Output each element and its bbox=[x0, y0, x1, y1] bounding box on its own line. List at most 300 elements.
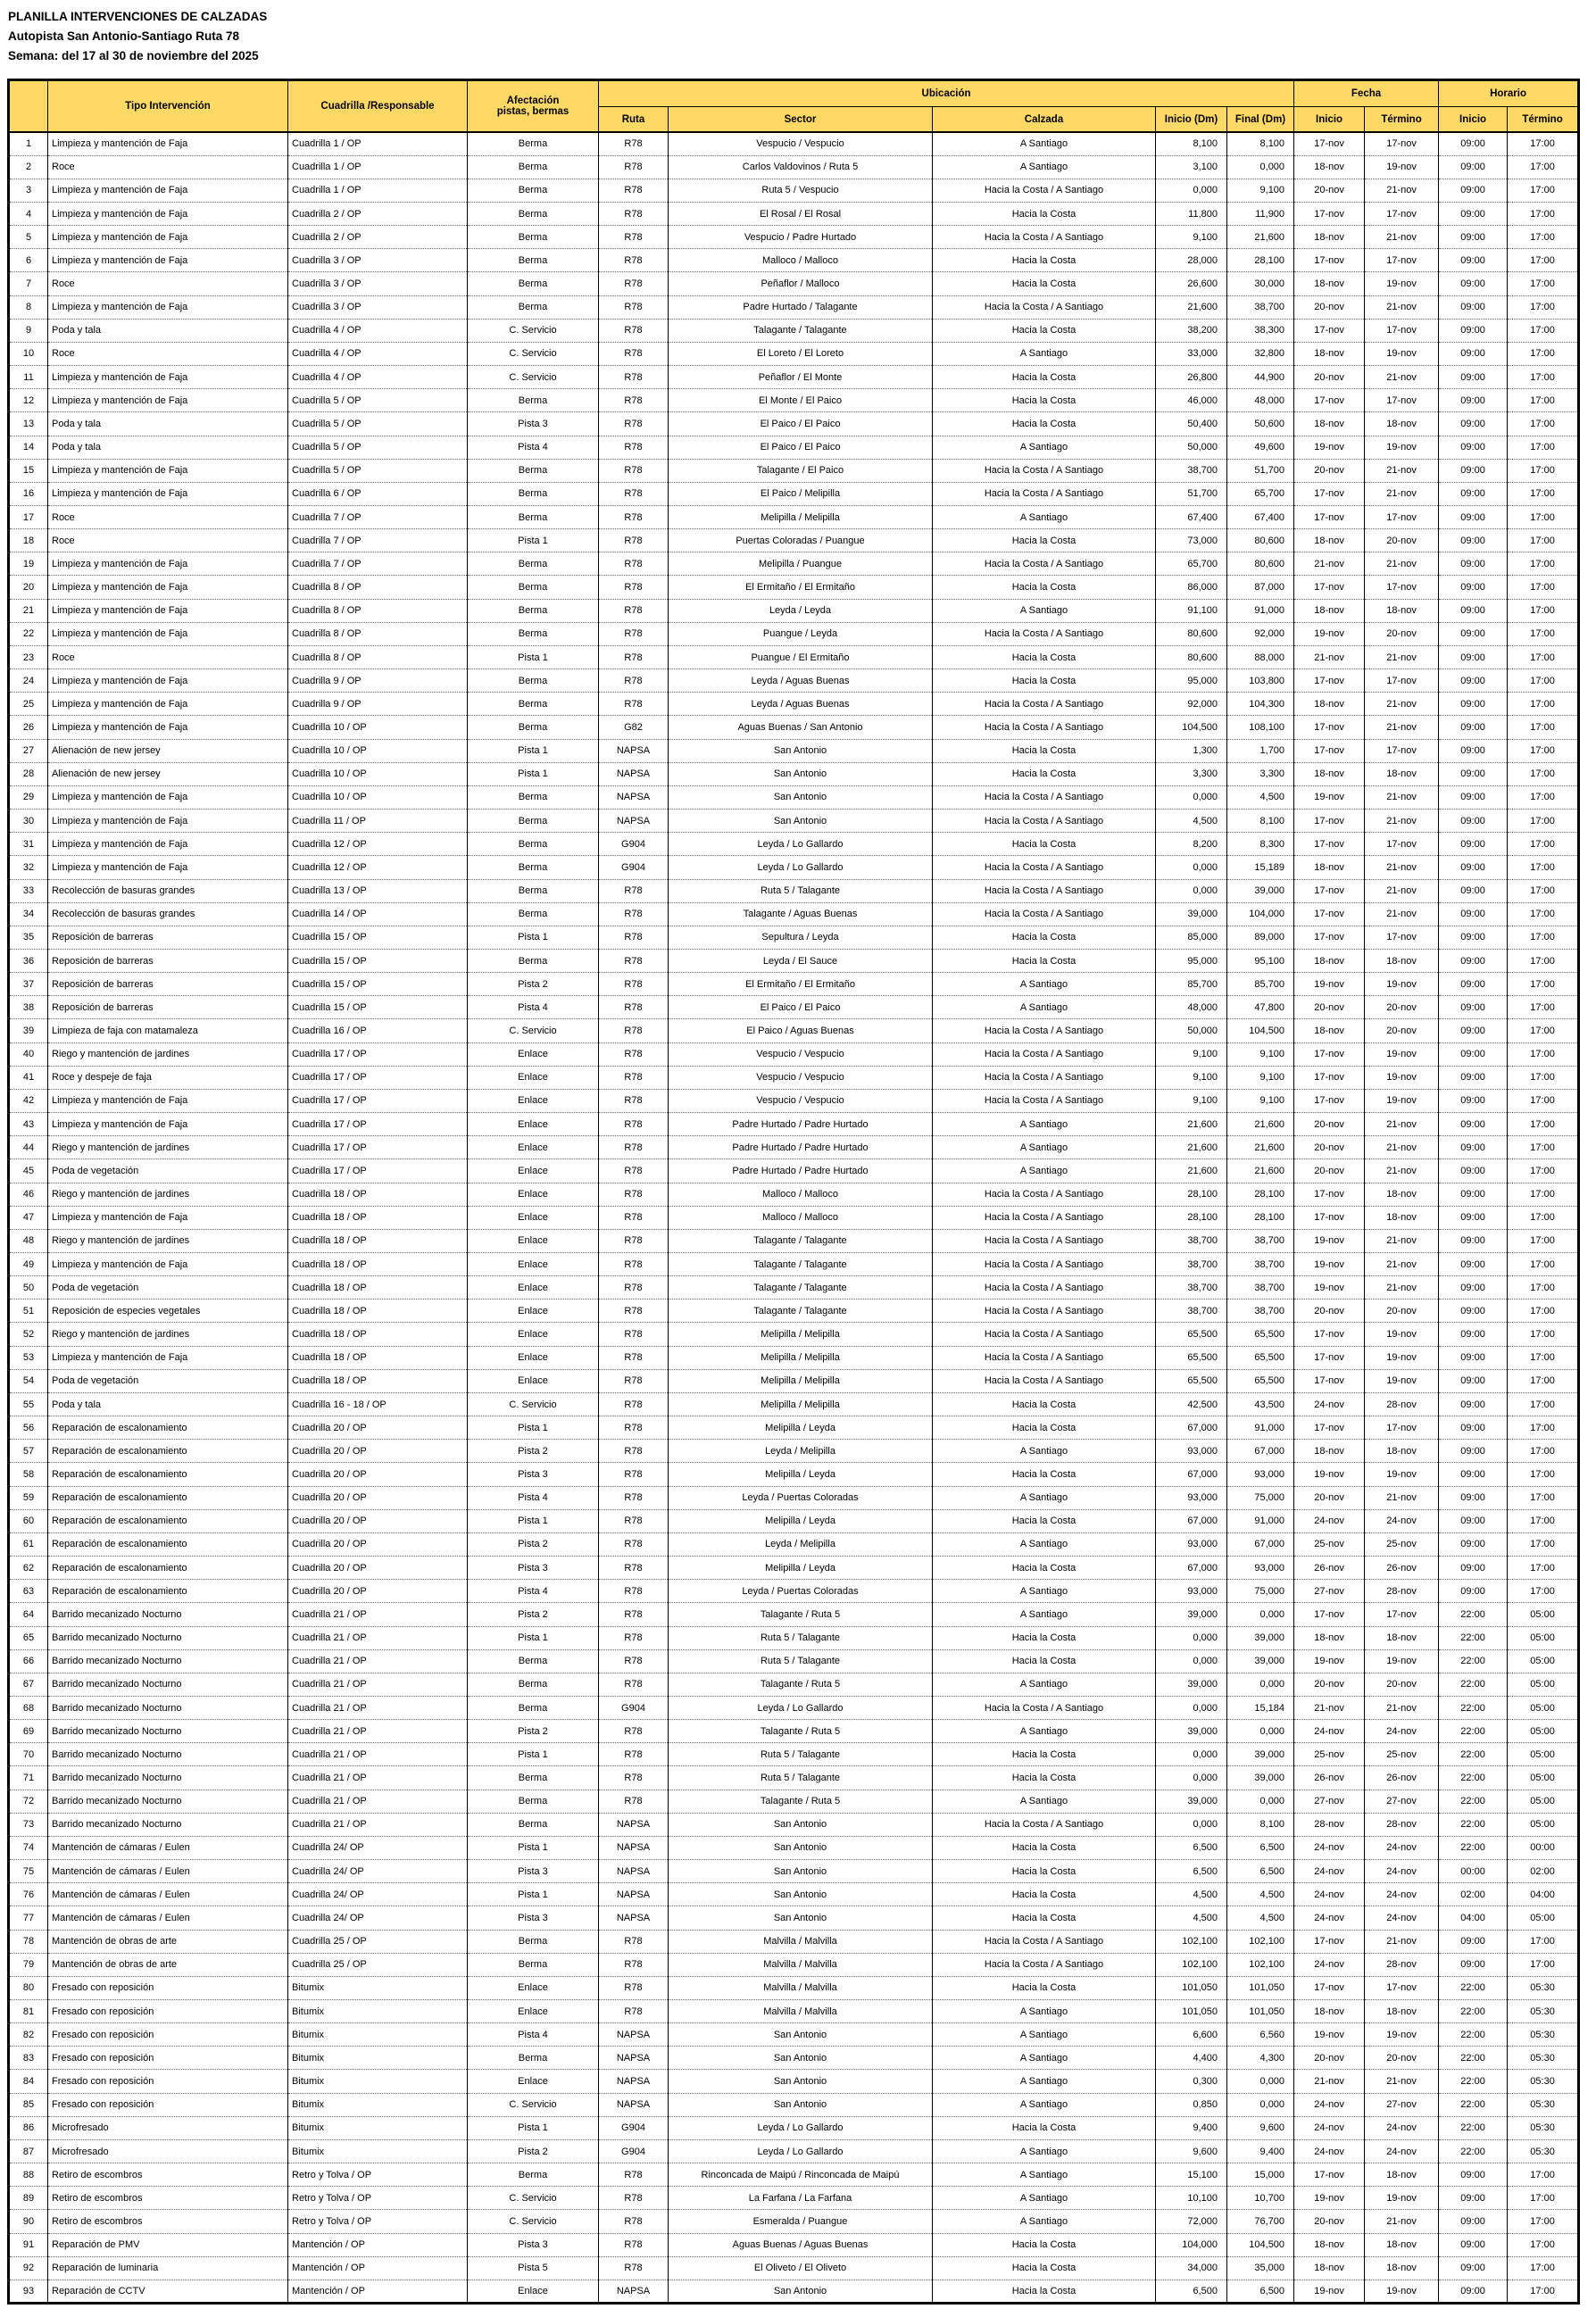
table-row bbox=[9, 1976, 1579, 1999]
cell-cuadrilla: Mantención / OP bbox=[288, 2256, 468, 2280]
cell-horario-inicio: 09:00 bbox=[1439, 762, 1508, 785]
table-row bbox=[9, 366, 1579, 389]
cell-cuadrilla: Cuadrilla 18 / OP bbox=[288, 1276, 468, 1300]
cell-row-number: 20 bbox=[9, 576, 48, 599]
cell-inicio-dm: 85,000 bbox=[1156, 926, 1227, 949]
cell-inicio-dm: 33,000 bbox=[1156, 342, 1227, 365]
cell-sector: Ruta 5 / Talagante bbox=[669, 1766, 933, 1790]
cell-ruta: R78 bbox=[599, 1346, 669, 1369]
cell-inicio-dm: 0,000 bbox=[1156, 856, 1227, 879]
cell-horario-termino: 05:00 bbox=[1508, 1720, 1579, 1743]
cell-ruta: G904 bbox=[599, 2139, 669, 2163]
cell-fecha-termino: 18-nov bbox=[1365, 2256, 1439, 2280]
cell-inicio-dm: 93,000 bbox=[1156, 1440, 1227, 1463]
cell-inicio-dm: 67,000 bbox=[1156, 1509, 1227, 1532]
cell-horario-inicio: 09:00 bbox=[1439, 412, 1508, 436]
cell-inicio-dm: 0,000 bbox=[1156, 879, 1227, 902]
cell-horario-termino: 17:00 bbox=[1508, 576, 1579, 599]
cell-afectacion: C. Servicio bbox=[468, 342, 599, 365]
cell-final-dm: 89,000 bbox=[1227, 926, 1294, 949]
cell-sector: Peñaflor / Malloco bbox=[669, 272, 933, 295]
cell-tipo-intervencion: Reparación de luminaria bbox=[48, 2256, 288, 2280]
cell-calzada: Hacia la Costa / A Santiago bbox=[933, 1253, 1156, 1276]
cell-cuadrilla: Cuadrilla 25 / OP bbox=[288, 1953, 468, 1976]
cell-cuadrilla: Cuadrilla 15 / OP bbox=[288, 926, 468, 949]
cell-fecha-termino: 18-nov bbox=[1365, 599, 1439, 622]
cell-cuadrilla: Cuadrilla 17 / OP bbox=[288, 1136, 468, 1159]
cell-tipo-intervencion: Barrido mecanizado Nocturno bbox=[48, 1743, 288, 1766]
cell-fecha-termino: 24-nov bbox=[1365, 1883, 1439, 1906]
cell-cuadrilla: Bitumix bbox=[288, 2070, 468, 2093]
cell-inicio-dm: 86,000 bbox=[1156, 576, 1227, 599]
cell-sector: Melipilla / Melipilla bbox=[669, 1369, 933, 1392]
cell-ruta: R78 bbox=[599, 249, 669, 272]
cell-horario-inicio: 09:00 bbox=[1439, 1042, 1508, 1066]
cell-horario-inicio: 09:00 bbox=[1439, 1183, 1508, 1206]
cell-horario-termino: 17:00 bbox=[1508, 459, 1579, 482]
cell-calzada: Hacia la Costa bbox=[933, 739, 1156, 762]
cell-calzada: A Santiago bbox=[933, 1720, 1156, 1743]
cell-sector: El Paico / Aguas Buenas bbox=[669, 1019, 933, 1042]
cell-inicio-dm: 21,600 bbox=[1156, 1136, 1227, 1159]
cell-horario-termino: 05:00 bbox=[1508, 1813, 1579, 1836]
table-row bbox=[9, 599, 1579, 622]
cell-inicio-dm: 0,000 bbox=[1156, 1649, 1227, 1673]
cell-horario-termino: 17:00 bbox=[1508, 342, 1579, 365]
cell-horario-inicio: 09:00 bbox=[1439, 295, 1508, 319]
cell-row-number: 17 bbox=[9, 506, 48, 529]
cell-cuadrilla: Cuadrilla 9 / OP bbox=[288, 693, 468, 716]
table-row bbox=[9, 1557, 1579, 1580]
cell-cuadrilla: Cuadrilla 20 / OP bbox=[288, 1416, 468, 1440]
cell-afectacion: Berma bbox=[468, 1930, 599, 1953]
cell-sector: La Farfana / La Farfana bbox=[669, 2187, 933, 2210]
cell-horario-termino: 00:00 bbox=[1508, 1836, 1579, 1859]
cell-final-dm: 0,000 bbox=[1227, 2093, 1294, 2116]
cell-sector: Melipilla / Melipilla bbox=[669, 506, 933, 529]
cell-fecha-termino: 17-nov bbox=[1365, 1603, 1439, 1626]
cell-calzada: Hacia la Costa / A Santiago bbox=[933, 482, 1156, 505]
cell-row-number: 18 bbox=[9, 529, 48, 552]
cell-horario-termino: 17:00 bbox=[1508, 412, 1579, 436]
cell-horario-inicio: 09:00 bbox=[1439, 1486, 1508, 1509]
cell-cuadrilla: Cuadrilla 18 / OP bbox=[288, 1253, 468, 1276]
cell-ruta: R78 bbox=[599, 272, 669, 295]
cell-horario-termino: 17:00 bbox=[1508, 1042, 1579, 1066]
cell-calzada: Hacia la Costa / A Santiago bbox=[933, 693, 1156, 716]
cell-fecha-termino: 18-nov bbox=[1365, 412, 1439, 436]
cell-calzada: Hacia la Costa bbox=[933, 2233, 1156, 2256]
cell-inicio-dm: 39,000 bbox=[1156, 1720, 1227, 1743]
cell-sector: El Ermitaño / El Ermitaño bbox=[669, 973, 933, 996]
cell-fecha-inicio: 17-nov bbox=[1294, 1323, 1365, 1346]
cell-cuadrilla: Cuadrilla 10 / OP bbox=[288, 762, 468, 785]
cell-cuadrilla: Cuadrilla 21 / OP bbox=[288, 1790, 468, 1813]
cell-fecha-termino: 21-nov bbox=[1365, 2070, 1439, 2093]
cell-calzada: Hacia la Costa / A Santiago bbox=[933, 1696, 1156, 1719]
cell-fecha-inicio: 19-nov bbox=[1294, 1463, 1365, 1486]
cell-fecha-termino: 20-nov bbox=[1365, 2047, 1439, 2070]
cell-row-number: 28 bbox=[9, 762, 48, 785]
cell-fecha-inicio: 17-nov bbox=[1294, 1042, 1365, 1066]
cell-tipo-intervencion: Roce bbox=[48, 645, 288, 669]
cell-fecha-termino: 21-nov bbox=[1365, 1486, 1439, 1509]
cell-horario-termino: 17:00 bbox=[1508, 693, 1579, 716]
cell-sector: Leyda / Leyda bbox=[669, 599, 933, 622]
cell-cuadrilla: Mantención / OP bbox=[288, 2280, 468, 2303]
cell-fecha-inicio: 18-nov bbox=[1294, 1019, 1365, 1042]
cell-afectacion: Pista 1 bbox=[468, 1626, 599, 1649]
cell-fecha-termino: 18-nov bbox=[1365, 2163, 1439, 2187]
table-row bbox=[9, 459, 1579, 482]
cell-final-dm: 102,100 bbox=[1227, 1930, 1294, 1953]
cell-inicio-dm: 0,000 bbox=[1156, 785, 1227, 809]
cell-afectacion: Pista 5 bbox=[468, 2256, 599, 2280]
cell-calzada: Hacia la Costa bbox=[933, 1836, 1156, 1859]
cell-ruta: R78 bbox=[599, 1720, 669, 1743]
cell-inicio-dm: 50,000 bbox=[1156, 1019, 1227, 1042]
cell-row-number: 70 bbox=[9, 1743, 48, 1766]
cell-horario-termino: 17:00 bbox=[1508, 739, 1579, 762]
cell-calzada: Hacia la Costa / A Santiago bbox=[933, 1206, 1156, 1229]
cell-horario-termino: 17:00 bbox=[1508, 389, 1579, 412]
cell-horario-inicio: 22:00 bbox=[1439, 1603, 1508, 1626]
cell-final-dm: 48,000 bbox=[1227, 389, 1294, 412]
cell-fecha-inicio: 20-nov bbox=[1294, 459, 1365, 482]
cell-horario-inicio: 09:00 bbox=[1439, 599, 1508, 622]
table-row bbox=[9, 1416, 1579, 1440]
cell-calzada: Hacia la Costa bbox=[933, 529, 1156, 552]
cell-tipo-intervencion: Roce y despeje de faja bbox=[48, 1066, 288, 1089]
cell-sector: San Antonio bbox=[669, 2047, 933, 2070]
cell-fecha-inicio: 18-nov bbox=[1294, 226, 1365, 249]
cell-cuadrilla: Cuadrilla 8 / OP bbox=[288, 599, 468, 622]
cell-ruta: R78 bbox=[599, 1766, 669, 1790]
cell-cuadrilla: Cuadrilla 18 / OP bbox=[288, 1369, 468, 1392]
cell-inicio-dm: 95,000 bbox=[1156, 949, 1227, 972]
cell-inicio-dm: 93,000 bbox=[1156, 1532, 1227, 1556]
cell-sector: Leyda / Puertas Coloradas bbox=[669, 1486, 933, 1509]
cell-final-dm: 6,500 bbox=[1227, 2280, 1294, 2303]
cell-sector: San Antonio bbox=[669, 1906, 933, 1930]
cell-tipo-intervencion: Fresado con reposición bbox=[48, 2047, 288, 2070]
table-row bbox=[9, 2256, 1579, 2280]
cell-horario-inicio: 09:00 bbox=[1439, 576, 1508, 599]
cell-fecha-termino: 21-nov bbox=[1365, 716, 1439, 739]
cell-horario-termino: 05:30 bbox=[1508, 2093, 1579, 2116]
cell-calzada: Hacia la Costa bbox=[933, 366, 1156, 389]
cell-calzada: A Santiago bbox=[933, 2139, 1156, 2163]
cell-afectacion: Pista 1 bbox=[468, 645, 599, 669]
cell-sector: Leyda / El Sauce bbox=[669, 949, 933, 972]
table-row bbox=[9, 482, 1579, 505]
cell-row-number: 16 bbox=[9, 482, 48, 505]
table-row bbox=[9, 1626, 1579, 1649]
cell-fecha-inicio: 20-nov bbox=[1294, 2047, 1365, 2070]
cell-horario-termino: 17:00 bbox=[1508, 1159, 1579, 1183]
cell-sector: Talagante / Ruta 5 bbox=[669, 1673, 933, 1696]
cell-cuadrilla: Cuadrilla 8 / OP bbox=[288, 645, 468, 669]
cell-fecha-termino: 24-nov bbox=[1365, 1836, 1439, 1859]
table-row bbox=[9, 693, 1579, 716]
cell-fecha-inicio: 17-nov bbox=[1294, 1976, 1365, 1999]
cell-calzada: Hacia la Costa bbox=[933, 1766, 1156, 1790]
document-title-block bbox=[8, 7, 267, 66]
cell-calzada: A Santiago bbox=[933, 2047, 1156, 2070]
cell-horario-termino: 17:00 bbox=[1508, 2256, 1579, 2280]
page-title: PLANILLA INTERVENCIONES DE CALZADAS bbox=[8, 10, 268, 23]
table-row bbox=[9, 949, 1579, 972]
table-row bbox=[9, 226, 1579, 249]
cell-row-number: 92 bbox=[9, 2256, 48, 2280]
cell-tipo-intervencion: Reposición de barreras bbox=[48, 949, 288, 972]
cell-calzada: A Santiago bbox=[933, 2023, 1156, 2047]
cell-tipo-intervencion: Limpieza y mantención de Faja bbox=[48, 576, 288, 599]
cell-inicio-dm: 102,100 bbox=[1156, 1930, 1227, 1953]
cell-tipo-intervencion: Reparación de escalonamiento bbox=[48, 1486, 288, 1509]
cell-inicio-dm: 0,300 bbox=[1156, 2070, 1227, 2093]
cell-calzada: A Santiago bbox=[933, 342, 1156, 365]
cell-row-number: 69 bbox=[9, 1720, 48, 1743]
cell-calzada: A Santiago bbox=[933, 996, 1156, 1019]
cell-sector: Melipilla / Leyda bbox=[669, 1416, 933, 1440]
cell-horario-inicio: 09:00 bbox=[1439, 436, 1508, 459]
header-afectacion-line2: pistas, bermas bbox=[496, 106, 569, 117]
cell-row-number: 26 bbox=[9, 716, 48, 739]
cell-fecha-inicio: 24-nov bbox=[1294, 1906, 1365, 1930]
cell-afectacion: Berma bbox=[468, 599, 599, 622]
cell-tipo-intervencion: Reparación de CCTV bbox=[48, 2280, 288, 2303]
cell-calzada: Hacia la Costa bbox=[933, 272, 1156, 295]
cell-fecha-inicio: 18-nov bbox=[1294, 856, 1365, 879]
cell-row-number: 86 bbox=[9, 2116, 48, 2139]
cell-final-dm: 38,300 bbox=[1227, 319, 1294, 342]
cell-horario-inicio: 09:00 bbox=[1439, 902, 1508, 926]
cell-horario-termino: 05:30 bbox=[1508, 2116, 1579, 2139]
cell-inicio-dm: 26,600 bbox=[1156, 272, 1227, 295]
cell-cuadrilla: Cuadrilla 15 / OP bbox=[288, 973, 468, 996]
cell-fecha-inicio: 20-nov bbox=[1294, 2210, 1365, 2233]
cell-calzada: Hacia la Costa bbox=[933, 1557, 1156, 1580]
cell-horario-termino: 17:00 bbox=[1508, 645, 1579, 669]
cell-calzada: A Santiago bbox=[933, 1486, 1156, 1509]
cell-row-number: 49 bbox=[9, 1253, 48, 1276]
cell-cuadrilla: Cuadrilla 24/ OP bbox=[288, 1836, 468, 1859]
cell-fecha-termino: 24-nov bbox=[1365, 2116, 1439, 2139]
cell-calzada: Hacia la Costa bbox=[933, 249, 1156, 272]
cell-sector: Talagante / Talagante bbox=[669, 1276, 933, 1300]
cell-sector: Leyda / Lo Gallardo bbox=[669, 856, 933, 879]
cell-final-dm: 80,600 bbox=[1227, 529, 1294, 552]
cell-ruta: R78 bbox=[599, 1136, 669, 1159]
cell-afectacion: Berma bbox=[468, 1766, 599, 1790]
cell-tipo-intervencion: Limpieza y mantención de Faja bbox=[48, 179, 288, 202]
cell-fecha-termino: 17-nov bbox=[1365, 833, 1439, 856]
cell-fecha-inicio: 20-nov bbox=[1294, 366, 1365, 389]
cell-tipo-intervencion: Roce bbox=[48, 155, 288, 179]
cell-sector: Rinconcada de Maipú / Rinconcada de Maipú bbox=[669, 2163, 933, 2187]
cell-fecha-termino: 18-nov bbox=[1365, 2233, 1439, 2256]
cell-row-number: 43 bbox=[9, 1113, 48, 1136]
cell-sector: El Paico / El Paico bbox=[669, 996, 933, 1019]
cell-sector: San Antonio bbox=[669, 2280, 933, 2303]
cell-fecha-termino: 17-nov bbox=[1365, 1416, 1439, 1440]
cell-horario-termino: 17:00 bbox=[1508, 1953, 1579, 1976]
cell-inicio-dm: 10,100 bbox=[1156, 2187, 1227, 2210]
cell-final-dm: 65,500 bbox=[1227, 1323, 1294, 1346]
cell-final-dm: 75,000 bbox=[1227, 1580, 1294, 1603]
cell-row-number: 89 bbox=[9, 2187, 48, 2210]
cell-horario-inicio: 09:00 bbox=[1439, 2163, 1508, 2187]
cell-sector: Talagante / Ruta 5 bbox=[669, 1790, 933, 1813]
cell-fecha-termino: 17-nov bbox=[1365, 926, 1439, 949]
cell-cuadrilla: Mantención / OP bbox=[288, 2233, 468, 2256]
cell-ruta: R78 bbox=[599, 622, 669, 645]
header-group-fecha: Fecha bbox=[1294, 80, 1439, 107]
table-row bbox=[9, 833, 1579, 856]
table-row bbox=[9, 716, 1579, 739]
cell-ruta: R78 bbox=[599, 1089, 669, 1112]
cell-final-dm: 80,600 bbox=[1227, 552, 1294, 576]
cell-row-number: 32 bbox=[9, 856, 48, 879]
table-row bbox=[9, 879, 1579, 902]
cell-ruta: R78 bbox=[599, 576, 669, 599]
cell-row-number: 59 bbox=[9, 1486, 48, 1509]
cell-fecha-termino: 21-nov bbox=[1365, 179, 1439, 202]
cell-horario-inicio: 09:00 bbox=[1439, 2210, 1508, 2233]
cell-final-dm: 104,300 bbox=[1227, 693, 1294, 716]
cell-calzada: A Santiago bbox=[933, 1113, 1156, 1136]
table-row bbox=[9, 1369, 1579, 1392]
cell-tipo-intervencion: Limpieza y mantención de Faja bbox=[48, 552, 288, 576]
cell-afectacion: Berma bbox=[468, 856, 599, 879]
cell-cuadrilla: Cuadrilla 12 / OP bbox=[288, 833, 468, 856]
cell-ruta: NAPSA bbox=[599, 2070, 669, 2093]
cell-final-dm: 39,000 bbox=[1227, 879, 1294, 902]
cell-inicio-dm: 42,500 bbox=[1156, 1392, 1227, 1416]
cell-afectacion: C. Servicio bbox=[468, 2093, 599, 2116]
cell-fecha-termino: 26-nov bbox=[1365, 1766, 1439, 1790]
cell-afectacion: Berma bbox=[468, 1696, 599, 1719]
cell-final-dm: 0,000 bbox=[1227, 1603, 1294, 1626]
cell-horario-termino: 17:00 bbox=[1508, 2280, 1579, 2303]
cell-final-dm: 9,100 bbox=[1227, 179, 1294, 202]
cell-ruta: NAPSA bbox=[599, 2023, 669, 2047]
cell-tipo-intervencion: Fresado con reposición bbox=[48, 1976, 288, 1999]
cell-cuadrilla: Cuadrilla 18 / OP bbox=[288, 1346, 468, 1369]
cell-horario-termino: 17:00 bbox=[1508, 1532, 1579, 1556]
cell-row-number: 35 bbox=[9, 926, 48, 949]
cell-horario-termino: 17:00 bbox=[1508, 1440, 1579, 1463]
cell-cuadrilla: Cuadrilla 1 / OP bbox=[288, 132, 468, 155]
cell-final-dm: 6,500 bbox=[1227, 1836, 1294, 1859]
cell-tipo-intervencion: Limpieza y mantención de Faja bbox=[48, 1089, 288, 1112]
cell-inicio-dm: 6,500 bbox=[1156, 1836, 1227, 1859]
cell-cuadrilla: Cuadrilla 17 / OP bbox=[288, 1042, 468, 1066]
cell-cuadrilla: Cuadrilla 16 / OP bbox=[288, 1019, 468, 1042]
cell-cuadrilla: Cuadrilla 24/ OP bbox=[288, 1906, 468, 1930]
cell-sector: Vespucio / Vespucio bbox=[669, 1066, 933, 1089]
cell-horario-termino: 05:00 bbox=[1508, 1790, 1579, 1813]
cell-calzada: A Santiago bbox=[933, 599, 1156, 622]
cell-sector: Peñaflor / El Monte bbox=[669, 366, 933, 389]
cell-final-dm: 75,000 bbox=[1227, 1486, 1294, 1509]
cell-fecha-inicio: 20-nov bbox=[1294, 1300, 1365, 1323]
cell-inicio-dm: 39,000 bbox=[1156, 1790, 1227, 1813]
table-row bbox=[9, 2139, 1579, 2163]
cell-inicio-dm: 65,500 bbox=[1156, 1369, 1227, 1392]
cell-inicio-dm: 9,400 bbox=[1156, 2116, 1227, 2139]
cell-horario-termino: 05:30 bbox=[1508, 2047, 1579, 2070]
cell-calzada: Hacia la Costa / A Santiago bbox=[933, 1042, 1156, 1066]
cell-row-number: 25 bbox=[9, 693, 48, 716]
cell-horario-inicio: 02:00 bbox=[1439, 1883, 1508, 1906]
cell-sector: Padre Hurtado / Padre Hurtado bbox=[669, 1136, 933, 1159]
cell-horario-inicio: 09:00 bbox=[1439, 879, 1508, 902]
cell-sector: Malvilla / Malvilla bbox=[669, 1976, 933, 1999]
cell-calzada: Hacia la Costa / A Santiago bbox=[933, 716, 1156, 739]
cell-sector: Talagante / Talagante bbox=[669, 1229, 933, 1252]
cell-cuadrilla: Cuadrilla 20 / OP bbox=[288, 1532, 468, 1556]
cell-tipo-intervencion: Mantención de obras de arte bbox=[48, 1930, 288, 1953]
cell-tipo-intervencion: Limpieza y mantención de Faja bbox=[48, 1253, 288, 1276]
cell-afectacion: Berma bbox=[468, 482, 599, 505]
cell-afectacion: Berma bbox=[468, 716, 599, 739]
cell-cuadrilla: Cuadrilla 24/ OP bbox=[288, 1883, 468, 1906]
cell-calzada: Hacia la Costa / A Santiago bbox=[933, 226, 1156, 249]
cell-afectacion: Berma bbox=[468, 132, 599, 155]
cell-inicio-dm: 67,000 bbox=[1156, 1463, 1227, 1486]
cell-fecha-inicio: 24-nov bbox=[1294, 1860, 1365, 1883]
cell-ruta: R78 bbox=[599, 2256, 669, 2280]
table-row bbox=[9, 1836, 1579, 1859]
cell-final-dm: 65,700 bbox=[1227, 482, 1294, 505]
cell-horario-inicio: 09:00 bbox=[1439, 272, 1508, 295]
cell-sector: San Antonio bbox=[669, 1836, 933, 1859]
cell-cuadrilla: Retro y Tolva / OP bbox=[288, 2163, 468, 2187]
cell-horario-termino: 17:00 bbox=[1508, 1392, 1579, 1416]
cell-ruta: NAPSA bbox=[599, 1906, 669, 1930]
cell-ruta: R78 bbox=[599, 1953, 669, 1976]
cell-afectacion: Berma bbox=[468, 879, 599, 902]
cell-sector: Aguas Buenas / San Antonio bbox=[669, 716, 933, 739]
cell-fecha-inicio: 21-nov bbox=[1294, 552, 1365, 576]
cell-ruta: R78 bbox=[599, 1509, 669, 1532]
cell-calzada: Hacia la Costa bbox=[933, 926, 1156, 949]
cell-row-number: 56 bbox=[9, 1416, 48, 1440]
cell-afectacion: Enlace bbox=[468, 1229, 599, 1252]
cell-row-number: 33 bbox=[9, 879, 48, 902]
cell-fecha-termino: 21-nov bbox=[1365, 810, 1439, 833]
cell-tipo-intervencion: Limpieza y mantención de Faja bbox=[48, 856, 288, 879]
cell-afectacion: Berma bbox=[468, 1673, 599, 1696]
table-row bbox=[9, 1253, 1579, 1276]
cell-horario-termino: 17:00 bbox=[1508, 1416, 1579, 1440]
cell-row-number: 54 bbox=[9, 1369, 48, 1392]
table-row bbox=[9, 1532, 1579, 1556]
cell-tipo-intervencion: Fresado con reposición bbox=[48, 2070, 288, 2093]
cell-cuadrilla: Cuadrilla 18 / OP bbox=[288, 1300, 468, 1323]
cell-afectacion: Pista 1 bbox=[468, 1509, 599, 1532]
cell-tipo-intervencion: Recolección de basuras grandes bbox=[48, 879, 288, 902]
cell-row-number: 3 bbox=[9, 179, 48, 202]
cell-ruta: R78 bbox=[599, 1253, 669, 1276]
cell-horario-inicio: 09:00 bbox=[1439, 1557, 1508, 1580]
cell-final-dm: 9,100 bbox=[1227, 1089, 1294, 1112]
cell-row-number: 48 bbox=[9, 1229, 48, 1252]
cell-tipo-intervencion: Roce bbox=[48, 529, 288, 552]
cell-sector: Ruta 5 / Talagante bbox=[669, 1626, 933, 1649]
